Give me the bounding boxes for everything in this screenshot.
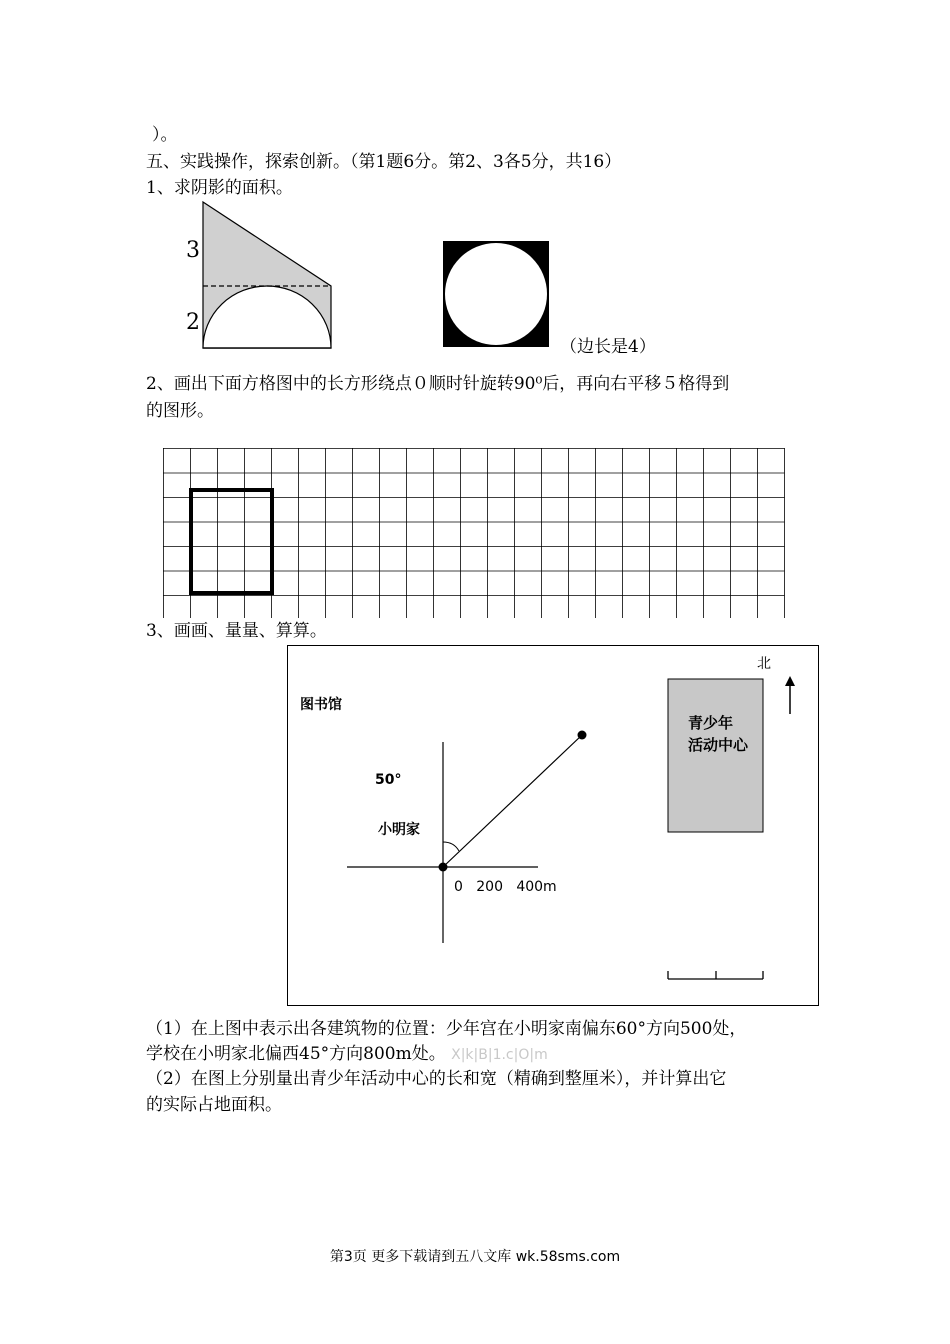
direction-ray xyxy=(443,735,582,867)
angle-arc xyxy=(443,842,459,851)
q2-line2: 的图形。 xyxy=(146,401,214,421)
square-caption: （边长是4） xyxy=(560,337,656,357)
q3-sub1-line1: （1）在上图中表示出各建筑物的位置：少年宫在小明家南偏东60°方向500处， xyxy=(146,1019,747,1039)
angle-label: 50° xyxy=(375,772,402,788)
top-fragment: ）。 xyxy=(152,125,178,145)
white-circle xyxy=(445,243,547,345)
watermark: X|k|B|1.c|O|m xyxy=(451,1047,548,1063)
activity-center-box xyxy=(668,679,763,832)
target-point xyxy=(578,731,587,740)
q2-line1: 2、画出下面方格图中的长方形绕点０顺时针旋转90⁰后，再向右平移５格得到 xyxy=(146,374,730,394)
label-2: 2 xyxy=(186,310,200,335)
q3-sub2-line2: 的实际占地面积。 xyxy=(146,1095,282,1115)
shaded-area-figure xyxy=(180,195,350,355)
library-label: 图书馆 xyxy=(300,697,342,713)
home-label: 小明家 xyxy=(378,822,420,838)
page-footer: 第3页 更多下载请到五八文库 wk.58sms.com xyxy=(329,1249,621,1265)
square-circle-figure xyxy=(443,241,549,347)
center-label-line2: 活动中心 xyxy=(688,736,749,754)
grid-rectangle xyxy=(189,488,274,595)
scale-text: 0 200 400m xyxy=(454,879,557,895)
section5-title: 五、实践操作，探索创新。（第1题6分。第2、3各5分，共16） xyxy=(146,152,622,172)
north-label: 北 xyxy=(757,656,771,672)
home-point xyxy=(439,863,448,872)
north-arrow-icon xyxy=(785,676,795,686)
q3-sub1-line2: 学校在小明家北偏西45°方向800m处。 xyxy=(146,1044,446,1064)
label-3: 3 xyxy=(186,238,200,263)
map-frame xyxy=(287,645,819,1006)
q3-sub2-line1: （2）在图上分别量出青少年活动中心的长和宽（精确到整厘米），并计算出它 xyxy=(146,1069,727,1089)
map-drawing xyxy=(288,646,818,1005)
q3-sub1-line2-wrap xyxy=(146,1043,548,1066)
q3-title: 3、画画、量量、算算。 xyxy=(146,621,327,641)
center-label-line1: 青少年 xyxy=(688,714,734,732)
q1-title: 1、求阴影的面积。 xyxy=(146,178,293,198)
